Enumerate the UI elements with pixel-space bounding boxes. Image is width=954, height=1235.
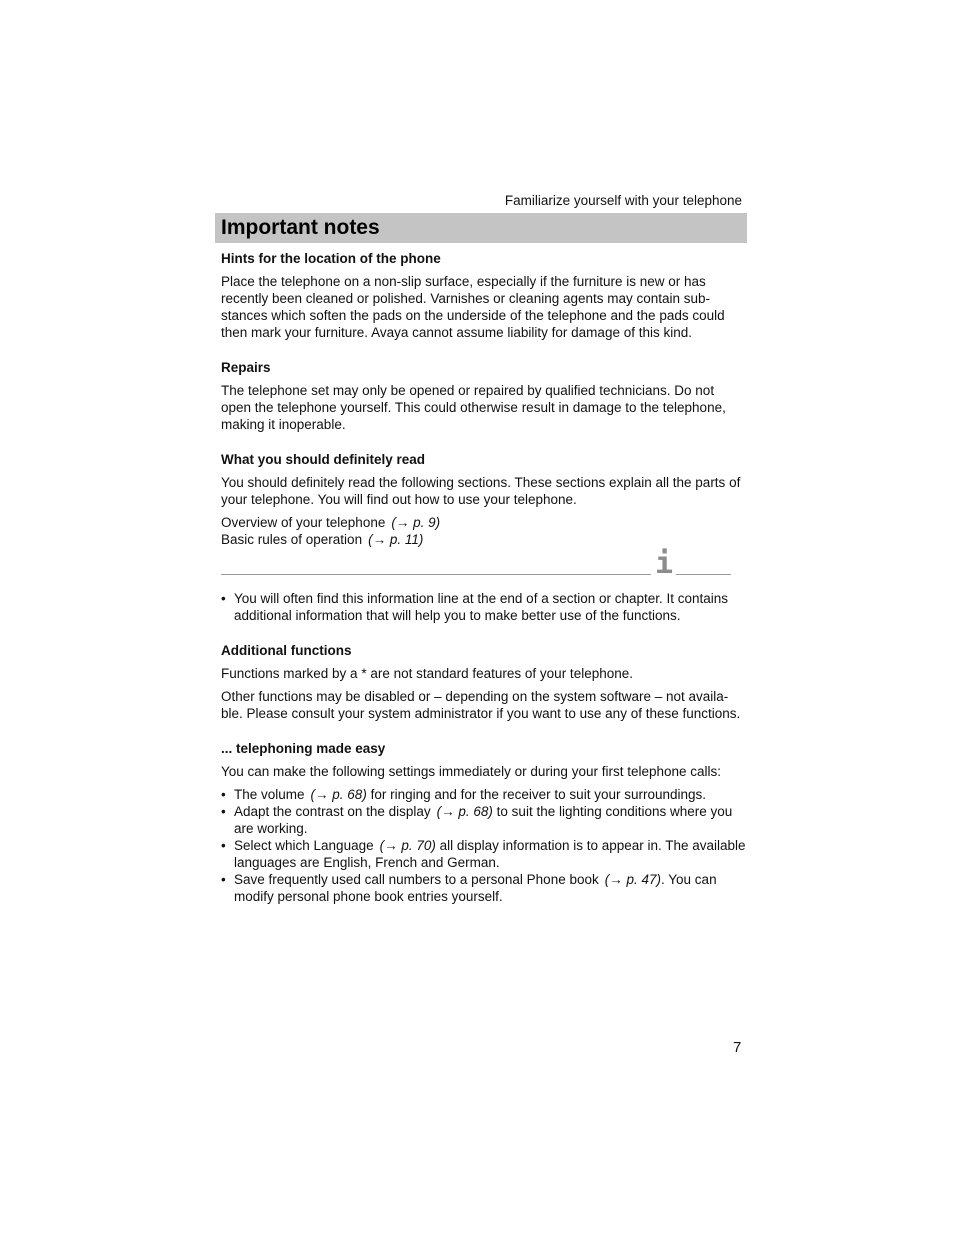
list-item: • The volume (→ p. 68) for ringing and for the receiver to suit your surroundings. <box>221 787 707 802</box>
page-number: 7 <box>733 1039 742 1056</box>
divider-line <box>676 574 731 575</box>
running-header: Familiarize yourself with your telephone <box>504 193 742 208</box>
easy-intro: You can make the following settings immediately or during your first telephone calls: <box>221 764 722 779</box>
list-item: • Select which Language (→ p. 70) all display information is to appear in. The available languages are English, French and German. <box>221 838 746 870</box>
reference-text: Overview of your telephone <box>221 515 386 530</box>
page-reference-link[interactable]: (→ p. 11) <box>368 532 424 547</box>
page-reference-link[interactable]: (→ p. 47) <box>604 872 662 887</box>
list-item: • Adapt the contrast on the display (→ p. 68) to suit the lighting conditions where you are working. <box>221 804 733 836</box>
section-heading-repairs: Repairs <box>221 360 271 375</box>
divider-line <box>221 574 651 575</box>
page-title: Important notes <box>215 213 747 243</box>
page-reference-link[interactable]: (→ p. 70) <box>379 838 436 853</box>
page-reference-link[interactable]: (→ p. 9) <box>391 515 441 530</box>
reference-line <box>221 514 746 531</box>
list-item: • Save frequently used call numbers to a personal Phone book (→ p. 47). You can modify personal phone book entries yourself. <box>221 872 717 904</box>
repairs-paragraph: The telephone set may only be opened or repaired by qualified technicians. Do not open the telephone yourself. This could otherwise result in damage to the telephone, making it inoperable. <box>221 383 726 432</box>
settings-list <box>221 786 746 905</box>
info-divider <box>221 548 731 584</box>
section-heading-additional: Additional functions <box>221 643 352 658</box>
section-heading-read: What you should definitely read <box>221 452 426 467</box>
page-reference-link[interactable]: (→ p. 68) <box>436 804 493 819</box>
list-item: • You will often find this information line at the end of a section or chapter. It contains additional information that will help you to make better use of the functions. <box>221 591 729 623</box>
additional-paragraph-1: Functions marked by a * are not standard features of your telephone. <box>221 666 633 681</box>
section-heading-location: Hints for the location of the phone <box>221 251 441 266</box>
info-icon: i <box>655 546 674 581</box>
location-paragraph: Place the telephone on a non-slip surface, especially if the furniture is new or has recently been cleaned or polished. Varnishes or cleaning agents may contain sub-stances which soften the pads on the underside of the telephone and the pads could then mark your furniture. Avaya cannot assume liability for damage of this kind. <box>221 274 725 340</box>
additional-paragraph-2: Other functions may be disabled or – depending on the system software – not availa-ble. Please consult your system administrator if you want to use any of these functions. <box>221 689 741 721</box>
reference-text: Basic rules of operation <box>221 532 363 547</box>
info-text: You will often find this information line at the end of a section or chapter. It contains additional information that will help you to make better use of the functions. <box>234 591 729 623</box>
section-heading-easy: ... telephoning made easy <box>221 741 386 756</box>
content <box>221 250 746 905</box>
read-paragraph: You should definitely read the following sections. These sections explain all the parts of your telephone. You will find out how to use your telephone. <box>221 475 741 507</box>
page-reference-link[interactable]: (→ p. 68) <box>310 787 367 802</box>
info-list <box>221 590 746 624</box>
